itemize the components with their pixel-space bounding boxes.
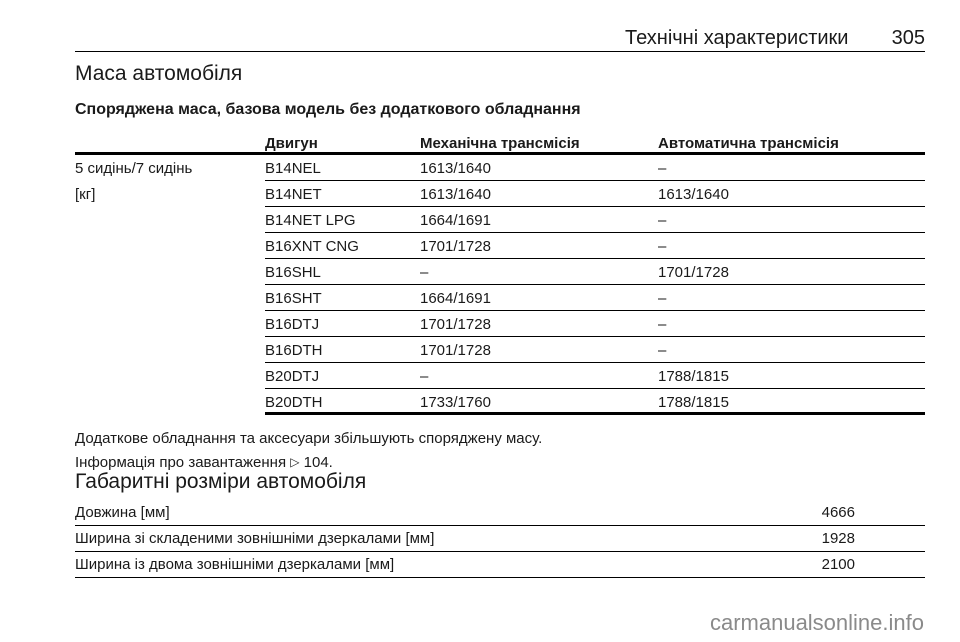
dimension-label: Ширина зі складеними зовнішніми дзеркалами [мм] xyxy=(75,530,435,547)
table-row-cells xyxy=(265,285,925,311)
table-row xyxy=(75,363,925,389)
table-row-cells xyxy=(265,337,925,363)
automatic-cell: – xyxy=(658,160,667,177)
table-row xyxy=(75,259,925,285)
mass-table-body xyxy=(75,155,925,415)
table-row-cells xyxy=(265,259,925,285)
engine-cell: B16XNT CNG xyxy=(265,238,359,255)
column-header-manual: Механічна трансмісія xyxy=(420,135,580,152)
table-row xyxy=(75,233,925,259)
table-row xyxy=(75,285,925,311)
watermark: carmanualsonline.info xyxy=(709,610,924,635)
table-row-cells xyxy=(265,207,925,233)
dimension-value: 2100 xyxy=(821,556,855,573)
mass-table-header xyxy=(75,127,925,155)
page-number: 305 xyxy=(891,27,925,49)
engine-cell: B16DTH xyxy=(265,342,323,359)
table-row-cells xyxy=(265,363,925,389)
table-row xyxy=(75,552,925,578)
manual-cell: 1701/1728 xyxy=(420,342,491,359)
page-header xyxy=(75,27,925,51)
manual-cell: 1733/1760 xyxy=(420,394,491,411)
dimension-label: Ширина із двома зовнішніми дзеркалами [мм] xyxy=(75,556,395,573)
manual-cell: 1664/1691 xyxy=(420,290,491,307)
automatic-cell: – xyxy=(658,212,667,229)
table-row xyxy=(75,181,925,207)
table-row-cells xyxy=(265,233,925,259)
row-label-seats: 5 сидінь/7 сидінь xyxy=(75,160,193,177)
engine-cell: B20DTJ xyxy=(265,368,320,385)
automatic-cell: 1788/1815 xyxy=(658,368,729,385)
table-row xyxy=(75,337,925,363)
dimension-label: Довжина [мм] xyxy=(75,504,170,521)
table-row xyxy=(75,155,925,181)
manual-cell: 1613/1640 xyxy=(420,160,491,177)
table-row xyxy=(75,207,925,233)
engine-cell: B16SHL xyxy=(265,264,321,281)
manual-cell: 1664/1691 xyxy=(420,212,491,229)
automatic-cell: – xyxy=(658,316,667,333)
automatic-cell: – xyxy=(658,238,667,255)
manual-cell: 1701/1728 xyxy=(420,316,491,333)
automatic-cell: – xyxy=(658,290,667,307)
table-row xyxy=(75,311,925,337)
table-row xyxy=(75,389,925,415)
engine-cell: B14NET LPG xyxy=(265,212,356,229)
dimensions-table xyxy=(75,500,925,578)
table-row-cells xyxy=(265,311,925,337)
mass-section-title: Маса автомобіля xyxy=(75,62,243,85)
arrow-ref-icon[interactable]: ▷ xyxy=(290,455,300,469)
engine-cell: B20DTH xyxy=(265,394,323,411)
row-label-unit: [кг] xyxy=(75,186,96,203)
manual-cell: 1701/1728 xyxy=(420,238,491,255)
manual-cell: – xyxy=(420,264,429,281)
engine-cell: B14NET xyxy=(265,186,322,203)
manual-cell: – xyxy=(420,368,429,385)
automatic-cell: 1613/1640 xyxy=(658,186,729,203)
note-loading-ref[interactable]: 104. xyxy=(303,454,333,471)
automatic-cell: 1788/1815 xyxy=(658,394,729,411)
header-rule xyxy=(75,51,925,52)
note-extra-equipment: Додаткове обладнання та аксесуари збільшують споряджену масу. xyxy=(75,430,543,447)
automatic-cell: – xyxy=(658,342,667,359)
mass-table xyxy=(75,127,925,415)
engine-cell: B16DTJ xyxy=(265,316,320,333)
automatic-cell: 1701/1728 xyxy=(658,264,729,281)
dimension-value: 1928 xyxy=(821,530,855,547)
table-row-cells xyxy=(265,389,925,415)
header-title: Технічні характеристики xyxy=(625,27,849,49)
table-row xyxy=(75,500,925,526)
note-loading-info xyxy=(75,454,333,471)
table-row xyxy=(75,526,925,552)
mass-subtitle: Споряджена маса, базова модель без додаткового обладнання xyxy=(75,101,581,118)
table-row-cells xyxy=(265,155,925,181)
column-header-engine: Двигун xyxy=(265,135,318,152)
note-loading-text: Інформація про завантаження xyxy=(75,454,287,471)
column-header-automatic: Автоматична трансмісія xyxy=(658,135,839,152)
dimension-value: 4666 xyxy=(821,504,855,521)
dimensions-section-title: Габаритні розміри автомобіля xyxy=(75,470,367,493)
engine-cell: B16SHT xyxy=(265,290,322,307)
manual-cell: 1613/1640 xyxy=(420,186,491,203)
engine-cell: B14NEL xyxy=(265,160,321,177)
table-row-cells xyxy=(265,181,925,207)
